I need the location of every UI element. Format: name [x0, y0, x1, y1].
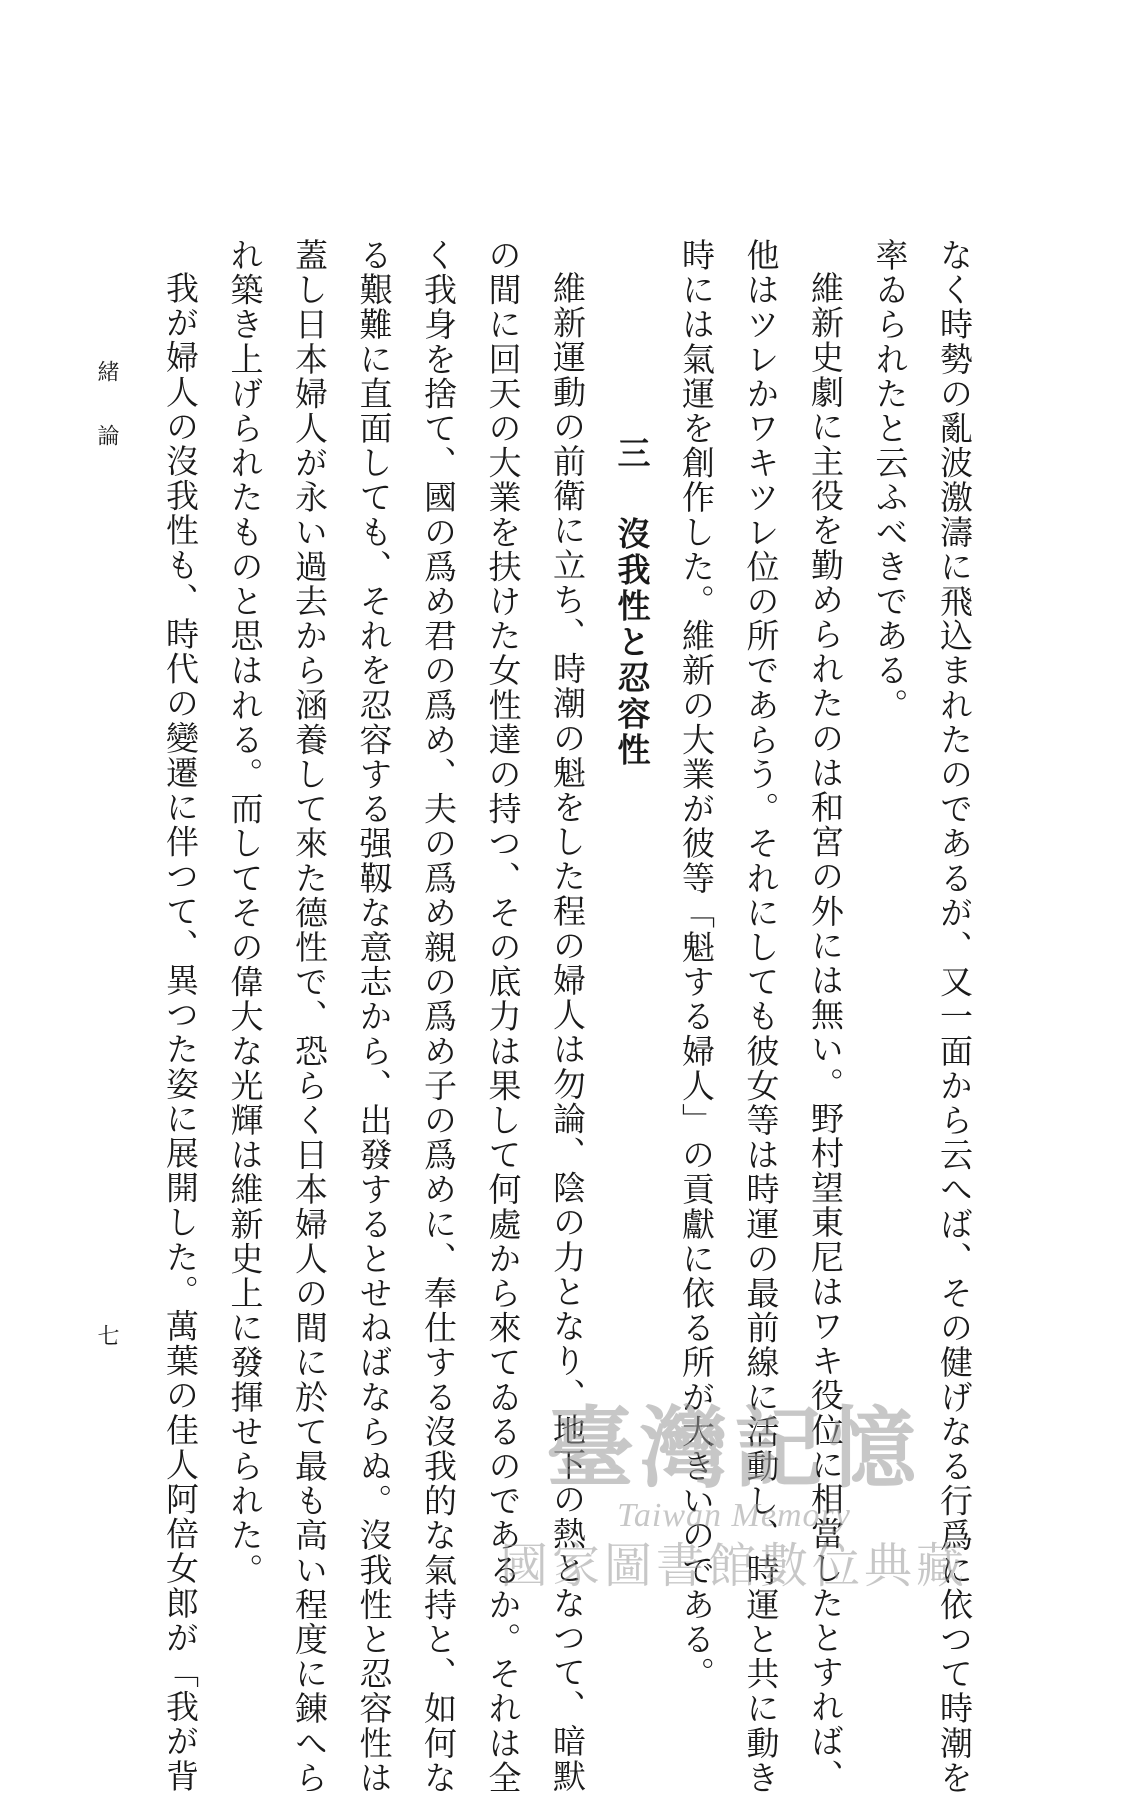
running-head [82, 360, 122, 1390]
body-line: 率ゐられたと云ふべきである。 [870, 238, 910, 723]
section-heading [599, 238, 664, 1568]
page-number: 七 [94, 1324, 119, 1390]
body-line: 時には氣運を創作した。維新の大業が彼等「魁する婦人」の貢獻に依る所が大きいのである。 [677, 238, 716, 1692]
body-line: 我が婦人の沒我性も、時代の變遷に伴つて、異つた姿に展開した。萬葉の佳人阿倍女郎が「我が背 [161, 271, 200, 1794]
body-line: の間に回天の大業を扶けた女性達の持つ、その底力は果して何處から來てゐるのであるか。それは全 [483, 238, 523, 1795]
body-line: なく時勢の亂波激濤に飛込まれたのであるが、又一面から云へば、その健げなる行爲に依つて時潮を [935, 238, 974, 1795]
section-number: 三 [612, 436, 652, 472]
body-line: 蓋し日本婦人が永い過去から涵養して來た德性で、恐らく日本婦人の間に於て最も高い程度に錬へら [290, 238, 329, 1795]
body-line: く我身を捨て、國の爲め君の爲め、夫の爲め親の爲め子の爲めに、奉仕する沒我的な氣持と、如何な [419, 238, 458, 1795]
body-line: 他はツレかワキツレ位の所であらう。それにしても彼女等は時運の最前線に活動し、時運と共に動き [741, 238, 781, 1795]
body-text [148, 238, 987, 1795]
watermark-english: Taiwan Memory [617, 1497, 851, 1534]
body-line: る艱難に直面しても、それを忍容する强靱な意志から、出發するとせねばならぬ。沒我性と忍容性は [354, 238, 394, 1795]
body-line: 維新運動の前衛に立ち、時潮の魁をした程の婦人は勿論、陰の力となり、地下の熱となつて、暗默 [548, 271, 587, 1794]
body-line: 維新史劇に主役を勤められたのは和宮の外には無い。野村望東尼はワキ役位に相當したとすれば、 [806, 271, 845, 1794]
body-line: れ築き上げられたものと思はれる。而してその偉大な光輝は維新史上に發揮せられた。 [225, 238, 265, 1588]
running-head-title: 緒論 [94, 360, 119, 488]
section-title: 沒我性と忍容性 [612, 516, 652, 769]
watermark-chinese: 臺灣記憶 [545, 1396, 922, 1500]
watermark-subtitle: 國家圖書館數位典藏 [499, 1538, 968, 1594]
